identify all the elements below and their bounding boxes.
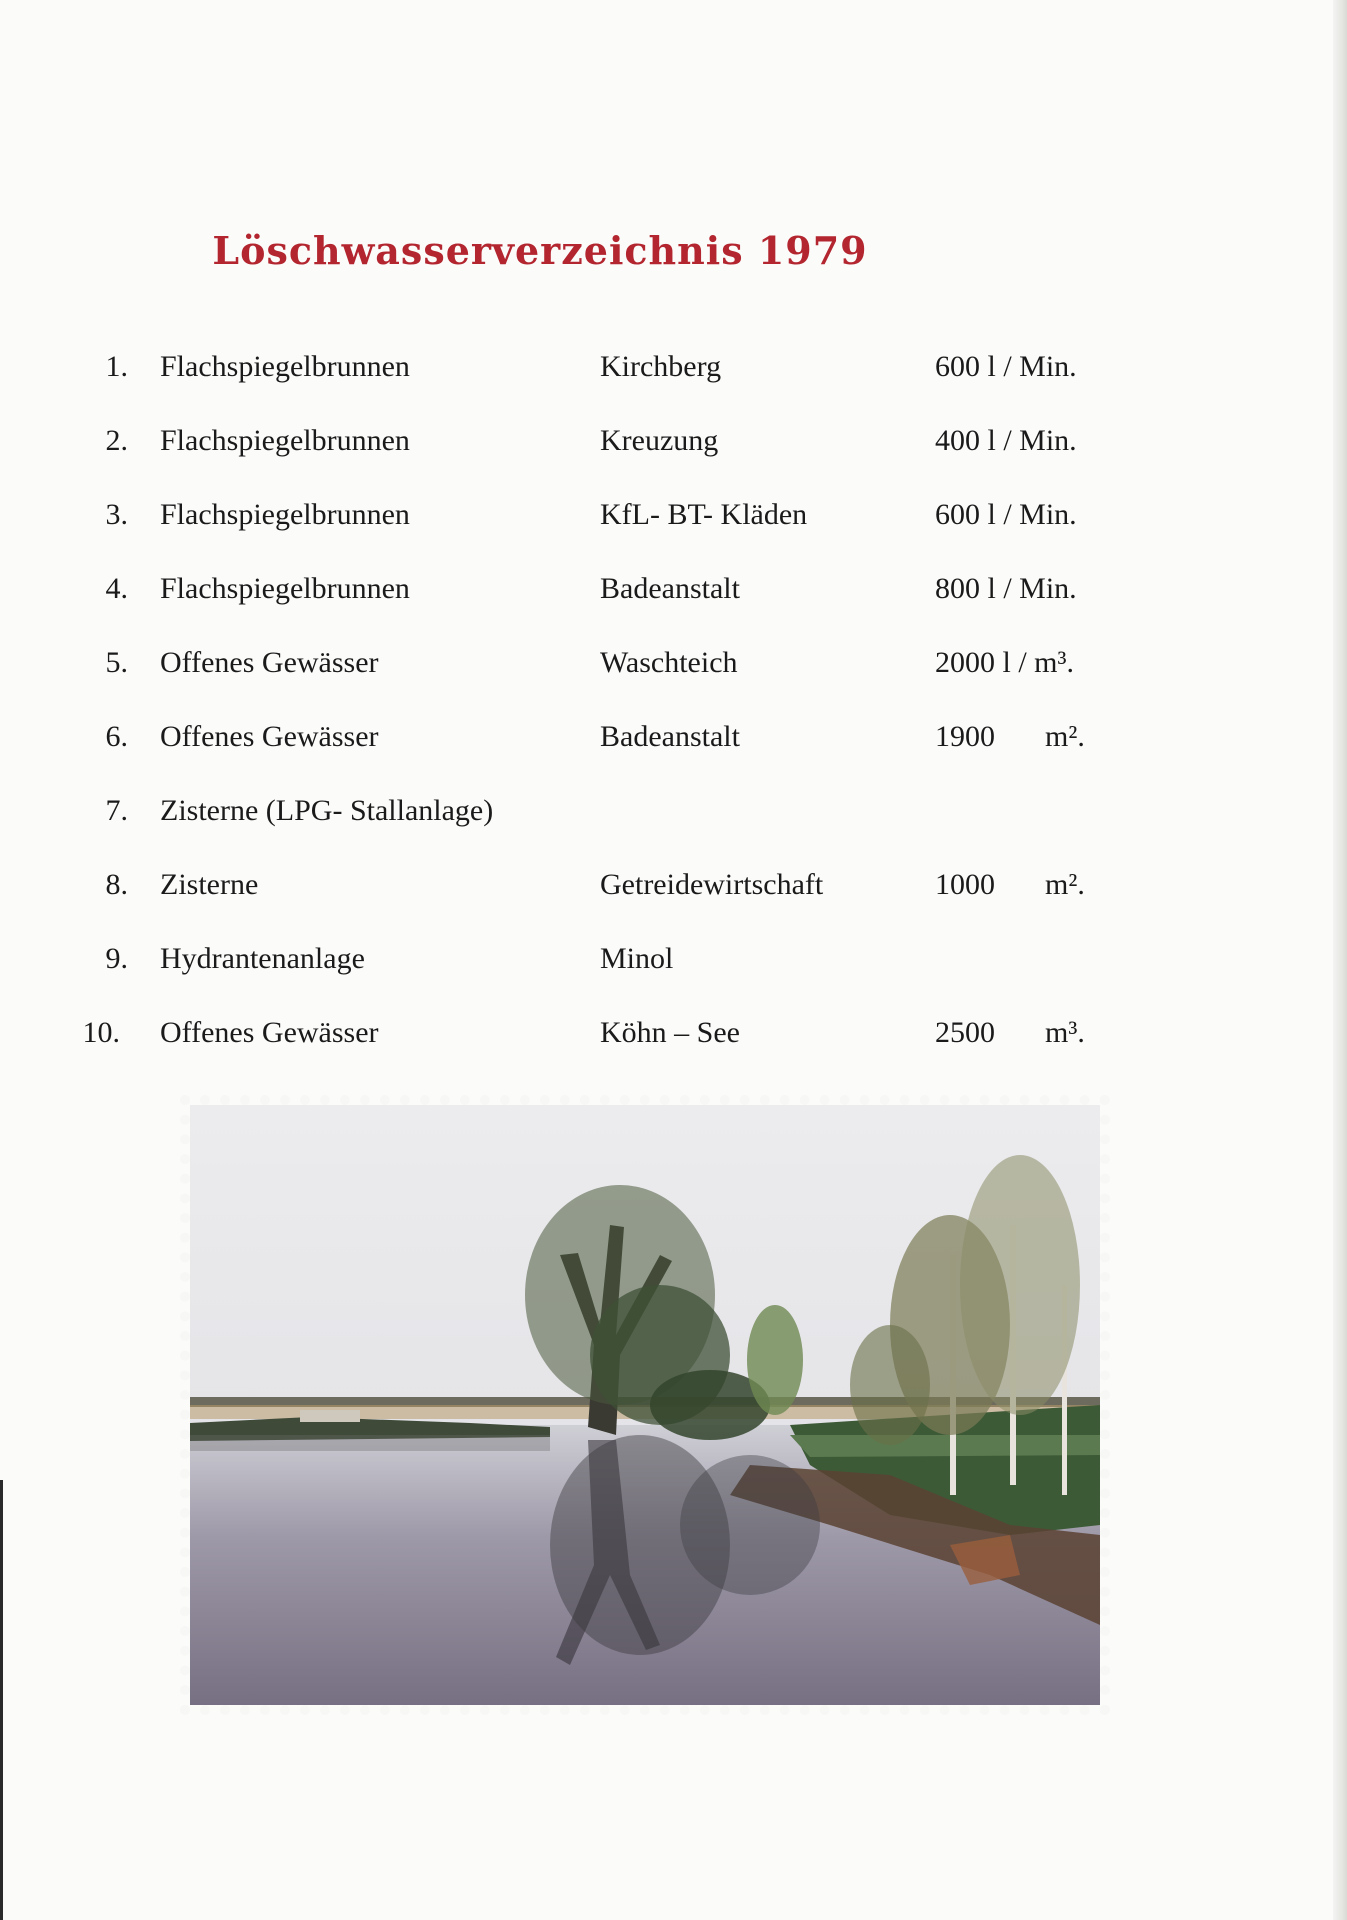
page-edge-dark xyxy=(0,1480,3,1920)
entry-type: Flachspiegelbrunnen xyxy=(160,572,410,605)
photo-frame xyxy=(180,1095,1110,1715)
entry-number: 7. xyxy=(105,794,128,827)
pond-landscape-icon xyxy=(190,1105,1100,1705)
entry-number: 2. xyxy=(105,424,128,457)
entry-number: 4. xyxy=(105,572,128,605)
entry-location: Minol xyxy=(600,942,674,975)
entry-value: 2500 xyxy=(935,1016,995,1049)
entry-number: 5. xyxy=(105,646,128,679)
entry-location: Badeanstalt xyxy=(600,720,740,753)
list-item xyxy=(0,552,1347,626)
entry-location: Kirchberg xyxy=(600,350,722,383)
list-item xyxy=(0,700,1347,774)
list-item xyxy=(0,626,1347,700)
entry-number: 9. xyxy=(105,942,128,975)
entry-type: Zisterne (LPG- Stallanlage) xyxy=(160,794,494,827)
list-item xyxy=(0,478,1347,552)
entry-number: 3. xyxy=(105,498,128,531)
entry-unit: m². xyxy=(1045,720,1085,753)
entry-number: 8. xyxy=(105,868,128,901)
water-source-list xyxy=(0,330,1347,1070)
entry-type: Zisterne xyxy=(160,868,259,901)
entry-location: KfL- BT- Kläden xyxy=(600,498,808,531)
entry-number: 1. xyxy=(105,350,128,383)
entry-type: Flachspiegelbrunnen xyxy=(160,424,410,457)
entry-location: Kreuzung xyxy=(600,424,719,457)
entry-value: 800 l / Min. xyxy=(935,572,1077,605)
entry-location: Köhn – See xyxy=(600,1016,740,1049)
entry-number: 10. xyxy=(82,1016,120,1049)
entry-type: Offenes Gewässer xyxy=(160,1016,379,1049)
entry-type: Hydrantenanlage xyxy=(160,942,365,975)
entry-unit: m³. xyxy=(1045,1016,1085,1049)
list-item xyxy=(0,922,1347,996)
entry-type: Offenes Gewässer xyxy=(160,720,379,753)
entry-location: Badeanstalt xyxy=(600,572,740,605)
list-item xyxy=(0,848,1347,922)
list-item xyxy=(0,404,1347,478)
entry-location: Getreidewirtschaft xyxy=(600,868,824,901)
entry-unit: m². xyxy=(1045,868,1085,901)
entry-location: Waschteich xyxy=(600,646,738,679)
entry-type: Offenes Gewässer xyxy=(160,646,379,679)
entry-value: 1900 xyxy=(935,720,995,753)
entry-type: Flachspiegelbrunnen xyxy=(160,350,410,383)
pond-photo xyxy=(190,1105,1100,1705)
entry-value: 1000 xyxy=(935,868,995,901)
list-item xyxy=(0,996,1347,1070)
entry-value: 600 l / Min. xyxy=(935,498,1077,531)
list-item xyxy=(0,330,1347,404)
entry-number: 6. xyxy=(105,720,128,753)
entry-type: Flachspiegelbrunnen xyxy=(160,498,410,531)
list-item xyxy=(0,774,1347,848)
entry-value: 400 l / Min. xyxy=(935,424,1077,457)
entry-value: 2000 l / m³. xyxy=(935,646,1074,679)
entry-value: 600 l / Min. xyxy=(935,350,1077,383)
document-title: Löschwasserverzeichnis 1979 xyxy=(212,228,868,273)
